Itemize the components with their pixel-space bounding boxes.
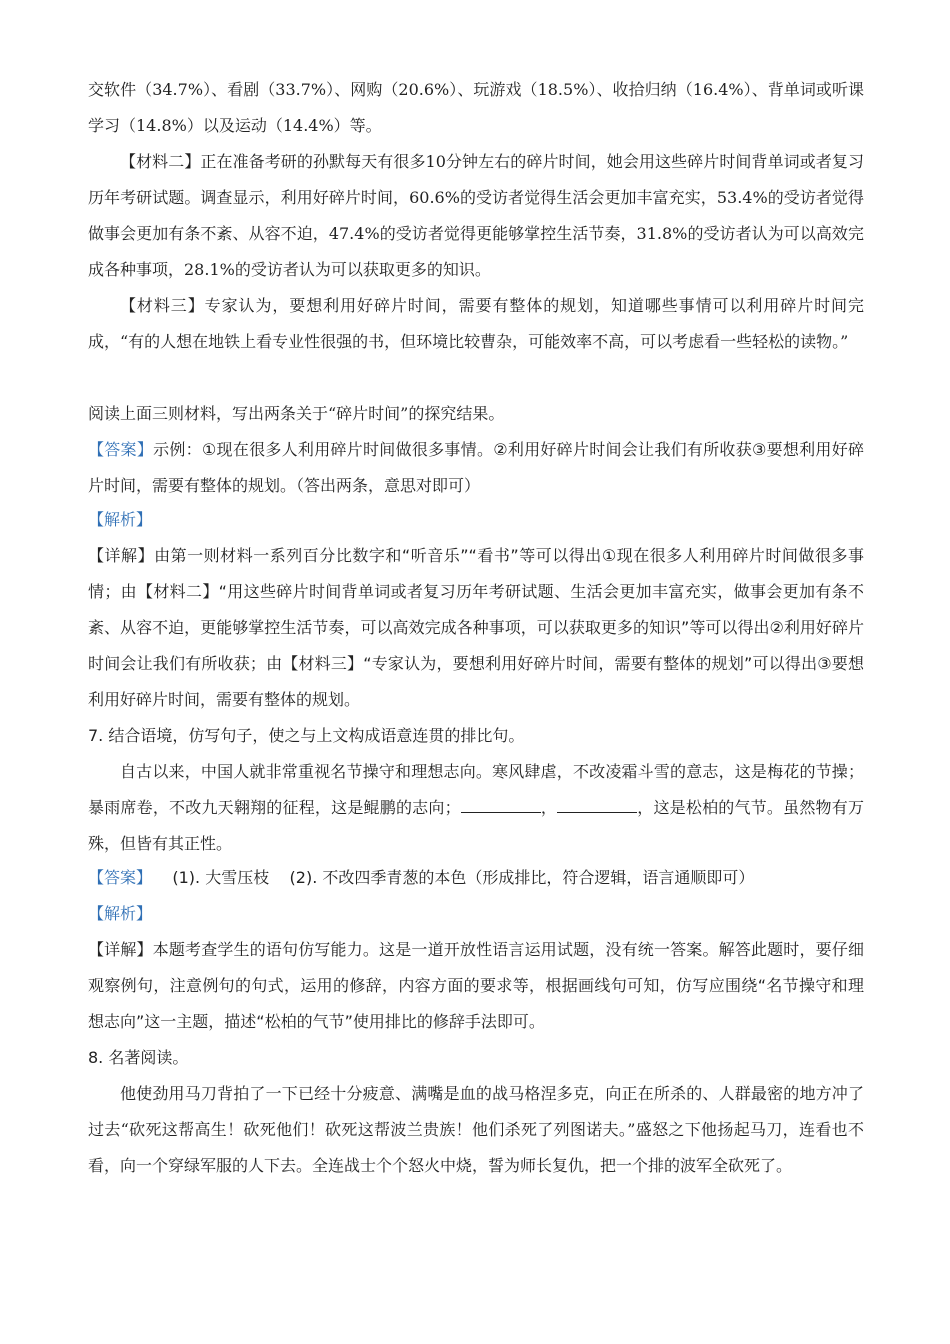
q7-analysis-tag xyxy=(88,896,864,932)
answer-tag: 【答案】 xyxy=(88,440,154,459)
analysis-tag: 【解析】 xyxy=(88,904,153,923)
q7-answer xyxy=(88,860,864,896)
blank-1 xyxy=(461,794,541,813)
material-two: 【材料二】正在准备考研的孙默每天有很多10分钟左右的碎片时间，她会用这些碎片时间背单词或者复习历年考研试题。调查显示，利用好碎片时间，60.6%的受访者觉得生活会更加丰富充实，53.4%的受访者觉得做事会更加有条不紊、从容不迫，47.4%的受访者觉得更能够掌控生活节奏，31.8%的受访者认为可以高效完成各种事项，28.1%的受访者认为可以获取更多的知识。 xyxy=(88,152,864,279)
q7-passage xyxy=(88,754,864,862)
q6-answer-text: 示例：①现在很多人利用碎片时间做很多事情。②利用好碎片时间会让我们有所收获③要想利用好碎片时间，需要有整体的规划。（答出两条，意思对即可） xyxy=(88,440,864,495)
q7-separator: ， xyxy=(540,798,558,817)
q6-answer xyxy=(88,432,864,504)
q7-title: 7. 结合语境，仿写句子，使之与上文构成语意连贯的排比句。 xyxy=(88,726,525,745)
q7-text-b: ，这是松柏的气节。虽然物有万殊，但皆有其正性。 xyxy=(88,798,864,853)
q6-analysis-tag xyxy=(88,502,864,538)
q7-text-a: 自古以来，中国人就非常重视名节操守和理想志向。寒风肆虐，不改凌霜斗雪的意志，这是梅花的节操；暴雨席卷，不改九天翱翔的征程，这是鲲鹏的志向； xyxy=(88,762,864,817)
q8-title: 8. 名著阅读。 xyxy=(88,1048,189,1067)
q7-detail: 【详解】本题考查学生的语句仿写能力。这是一道开放性语言运用试题，没有统一答案。解答此题时，要仔细观察例句，注意例句的句式，运用的修辞，内容方面的要求等，根据画线句可知，仿写应围绕“名节操守和理想志向”这一主题，描述“松柏的气节”使用排比的修辞手法即可。 xyxy=(88,940,864,1031)
q8-passage: 他使劲用马刀背拍了一下已经十分疲意、满嘴是血的战马格涅多克，向正在所杀的、人群最密的地方冲了过去“砍死这帮高生！砍死他们！砍死这帮波兰贵族！他们杀死了列图诺夫。”盛怒之下他扬起马刀，连看也不看，向一个穿绿军服的人下去。全连战士个个怒火中烧，誓为师长复仇，把一个排的波军全砍死了。 xyxy=(88,1084,864,1175)
answer-tag: 【答案】 xyxy=(88,868,153,887)
q7-answer-text: (1). 大雪压枝 (2). 不改四季青葱的本色（形成排比，符合逻辑，语言通顺即可） xyxy=(152,868,755,887)
analysis-tag: 【解析】 xyxy=(88,510,153,529)
blank-2 xyxy=(557,794,637,813)
question-prompt: 阅读上面三则材料，写出两条关于“碎片时间”的探究结果。 xyxy=(88,404,505,423)
material-one-continued: 交软件（34.7%）、看剧（33.7%）、网购（20.6%）、玩游戏（18.5%）、收拾归纳（16.4%）、背单词或听课学习（14.8%）以及运动（14.4%）等。 xyxy=(88,80,864,135)
material-three: 【材料三】专家认为，要想利用好碎片时间，需要有整体的规划，知道哪些事情可以利用碎片时间完成，“有的人想在地铁上看专业性很强的书，但环境比较曹杂，可能效率不高，可以考虑看一些轻松的读物。” xyxy=(88,296,864,351)
q6-detail: 【详解】由第一则材料一系列百分比数字和“听音乐”“看书”等可以得出①现在很多人利用碎片时间做很多事情；由【材料二】“用这些碎片时间背单词或者复习历年考研试题、生活会更加丰富充实，做事会更加有条不紊、从容不迫，更能够掌控生活节奏，可以高效完成各种事项，可以获取更多的知识”等可以得出②利用好碎片时间会让我们有所收获；由【材料三】“专家认为，要想利用好碎片时间，需要有整体的规划”可以得出③要想利用好碎片时间，需要有整体的规划。 xyxy=(88,546,864,709)
